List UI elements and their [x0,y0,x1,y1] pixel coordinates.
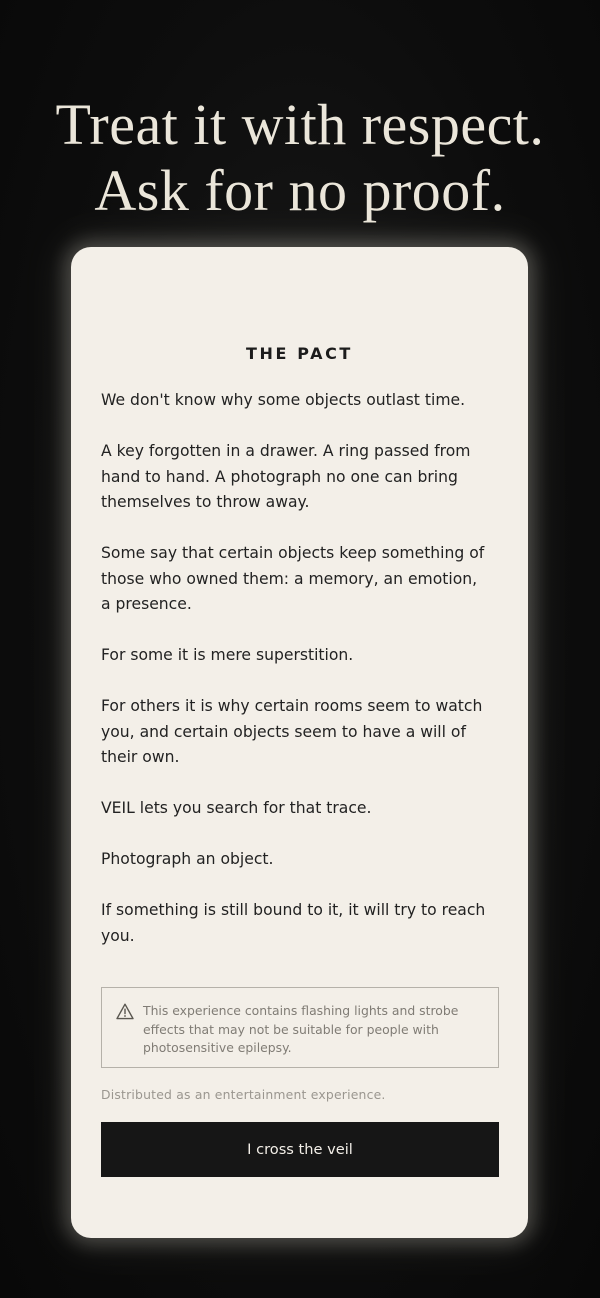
pact-title: THE PACT [246,344,353,363]
cross-the-veil-button[interactable]: I cross the veil [101,1122,499,1177]
pact-paragraph: A key forgotten in a drawer. A ring passed from hand to hand. A photograph no one can bring themselves to throw away. [101,442,471,511]
pact-card [71,247,528,1238]
headline [0,92,600,224]
warning-triangle-icon [116,1003,134,1020]
pact-paragraph: If something is still bound to it, it will try to reach you. [101,901,486,945]
headline-line-1: Treat it with respect. [55,92,545,157]
epilepsy-warning [101,987,499,1068]
warning-text: This experience contains flashing lights and strobe effects that may not be suitable for people with photosensitive epilepsy. [143,1003,459,1055]
pact-paragraph: We don't know why some objects outlast time. [101,391,466,409]
distribution-note: Distributed as an entertainment experience. [101,1087,386,1102]
pact-paragraph: Some say that certain objects keep something of those who owned them: a memory, an emotion, a presence. [101,544,485,613]
pact-paragraph: Photograph an object. [101,850,274,868]
pact-body [101,388,491,975]
pact-paragraph: VEIL lets you search for that trace. [101,799,372,817]
headline-line-2: Ask for no proof. [94,158,506,223]
pact-paragraph: For others it is why certain rooms seem to watch you, and certain objects seem to have a will of their own. [101,697,483,766]
pact-paragraph: For some it is mere superstition. [101,646,354,664]
